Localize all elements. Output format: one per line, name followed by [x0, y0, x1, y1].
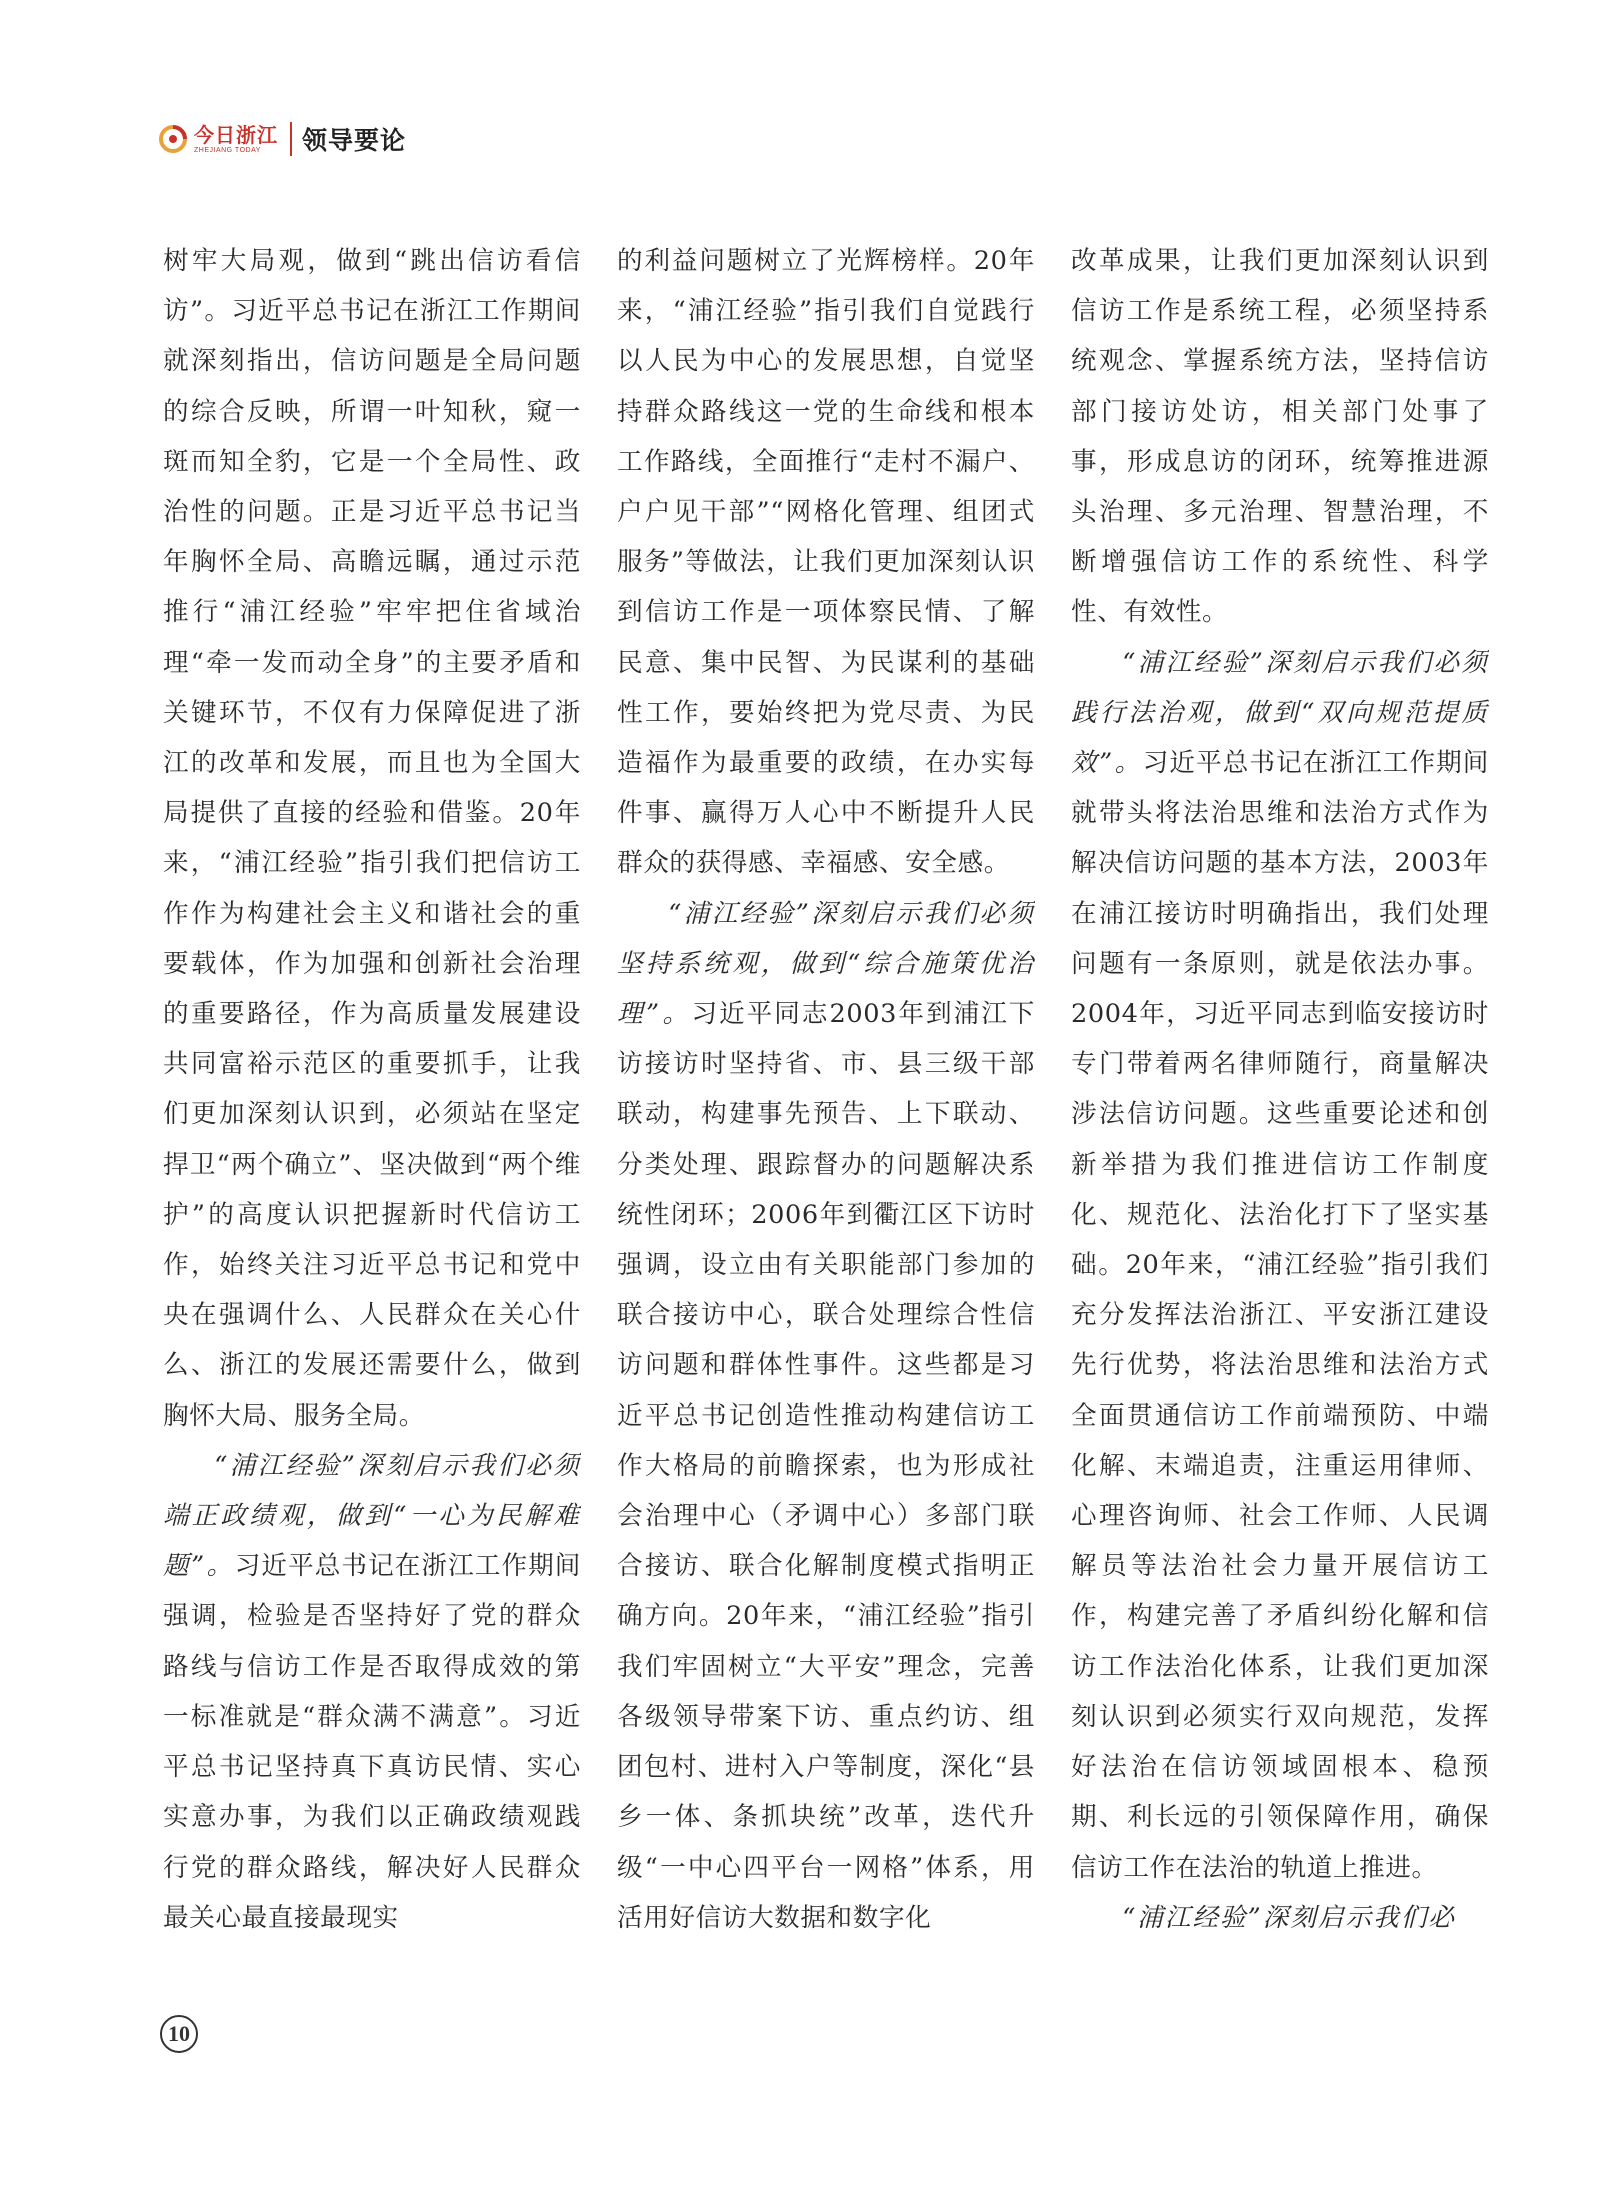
section-title: 领导要论 — [302, 126, 407, 155]
logo-name: 今日浙江 — [194, 122, 278, 147]
paragraph — [163, 236, 581, 1441]
header-divider — [290, 122, 292, 156]
paragraph — [1071, 1893, 1489, 1943]
paragraph — [1071, 638, 1489, 1893]
paragraph-text: 树牢大局观，做到“跳出信访看信访”。习近平总书记在浙江工作期间就深刻指出，信访问题是全局问题的综合反映，所谓一叶知秋，窥一斑而知全豹，它是一个全局性、政治性的问题。正是习近平总书记当年胸怀全局、高瞻远瞩，通过示范推行“浦江经验”牢牢把住省域治理“牵一发而动全身”的主要矛盾和关键环节，不仅有力保障促进了浙江的改革和发展，而且也为全国大局提供了直接的经验和借鉴。20年来，“浦江经验”指引我们把信访工作作为构建社会主义和谐社会的重要载体，作为加强和创新社会治理的重要路径，作为高质量发展建设共同富裕示范区的重要抓手，让我们更加深刻认识到，必须站在坚定捍卫“两个确立”、坚决做到“两个维护”的高度认识把握新时代信访工作，始终关注习近平总书记和党中央在强调什么、人民群众在关心什么、浙江的发展还需要什么，做到胸怀大局、服务全局。 — [163, 246, 581, 1431]
paragraph — [617, 889, 1035, 1943]
paragraph-text: 习近平总书记在浙江工作期间就带头将法治思维和法治方式作为解决信访问题的基本方法，2003年在浦江接访时明确指出，我们处理问题有一条原则，就是依法办事。2004年，习近平同志到临安接访时专门带着两名律师随行，商量解决涉法信访问题。这些重要论述和创新举措为我们推进信访工作制度化、规范化、法治化打下了坚实基础。20年来，“浦江经验”指引我们充分发挥法治浙江、平安浙江建设先行优势，将法治思维和法治方式全面贯通信访工作前端预防、中端化解、末端追责，注重运用律师、心理咨询师、社会工作师、人民调解员等法治社会力量开展信访工作，构建完善了矛盾纠纷化解和信访工作法治化体系，让我们更加深刻认识到必须实行双向规范，发挥好法治在信访领域固根本、稳预期、利长远的引领保障作用，确保信访工作在法治的轨道上推进。 — [1071, 748, 1489, 1883]
text-column-3 — [1071, 236, 1489, 1976]
magazine-logo — [158, 124, 278, 154]
paragraph-lead: “浦江经验”深刻启示我们必须坚持系统观，做到“综合施策优治理”。 — [617, 898, 1035, 1030]
paragraph — [163, 1441, 581, 1943]
paragraph-text: 的利益问题树立了光辉榜样。20年来，“浦江经验”指引我们自觉践行以人民为中心的发展思想，自觉坚持群众路线这一党的生命线和根本工作路线，全面推行“走村不漏户、户户见干部”“网格化管理、组团式服务”等做法，让我们更加深刻认识到信访工作是一项体察民情、了解民意、集中民智、为民谋利的基础性工作，要始终把为党尽责、为民造福作为最重要的政绩，在办实每件事、赢得万人心中不断提升人民群众的获得感、幸福感、安全感。 — [617, 246, 1035, 879]
paragraph-text: 习近平同志2003年到浦江下访接访时坚持省、市、县三级干部联动，构建事先预告、上下联动、分类处理、跟踪督办的问题解决系统性闭环；2006年到衢江区下访时强调，设立由有关职能部门参加的联合接访中心，联合处理综合性信访问题和群体性事件。这些都是习近平总书记创造性推动构建信访工作大格局的前瞻探索，也为形成社会治理中心（矛调中心）多部门联合接访、联合化解制度模式指明正确方向。20年来，“浦江经验”指引我们牢固树立“大平安”理念，完善各级领导带案下访、重点约访、组团包村、进村入户等制度，深化“县乡一体、条抓块统”改革，迭代升级“一中心四平台一网格”体系，用活用好信访大数据和数字化 — [617, 999, 1035, 1933]
text-column-1 — [163, 236, 581, 1976]
page-number: 10 — [160, 2015, 198, 2053]
paragraph-lead: “浦江经验”深刻启示我们必须端正政绩观，做到“一心为民解难题”。 — [163, 1450, 581, 1582]
paragraph-text: 改革成果，让我们更加深刻认识到信访工作是系统工程，必须坚持系统观念、掌握系统方法，坚持信访部门接访处访，相关部门处事了事，形成息访的闭环，统筹推进源头治理、多元治理、智慧治理，不断增强信访工作的系统性、科学性、有效性。 — [1071, 246, 1489, 628]
logo-subtitle: ZHEJIANG TODAY — [194, 146, 261, 154]
text-column-2 — [617, 236, 1035, 1976]
paragraph-lead: “浦江经验”深刻启示我们必 — [1122, 1902, 1456, 1933]
paragraph — [617, 236, 1035, 889]
page-header — [158, 118, 406, 160]
paragraph-text: 习近平总书记在浙江工作期间强调，检验是否坚持好了党的群众路线与信访工作是否取得成效的第一标准就是“群众满不满意”。习近平总书记坚持真下真访民情、实心实意办事，为我们以正确政绩观践行党的群众路线，解决好人民群众最关心最直接最现实 — [163, 1551, 581, 1933]
paragraph — [1071, 236, 1489, 638]
paragraph-lead: “浦江经验”深刻启示我们必须践行法治观，做到“双向规范提质效”。 — [1071, 647, 1489, 779]
logo-swirl-icon — [158, 124, 188, 154]
